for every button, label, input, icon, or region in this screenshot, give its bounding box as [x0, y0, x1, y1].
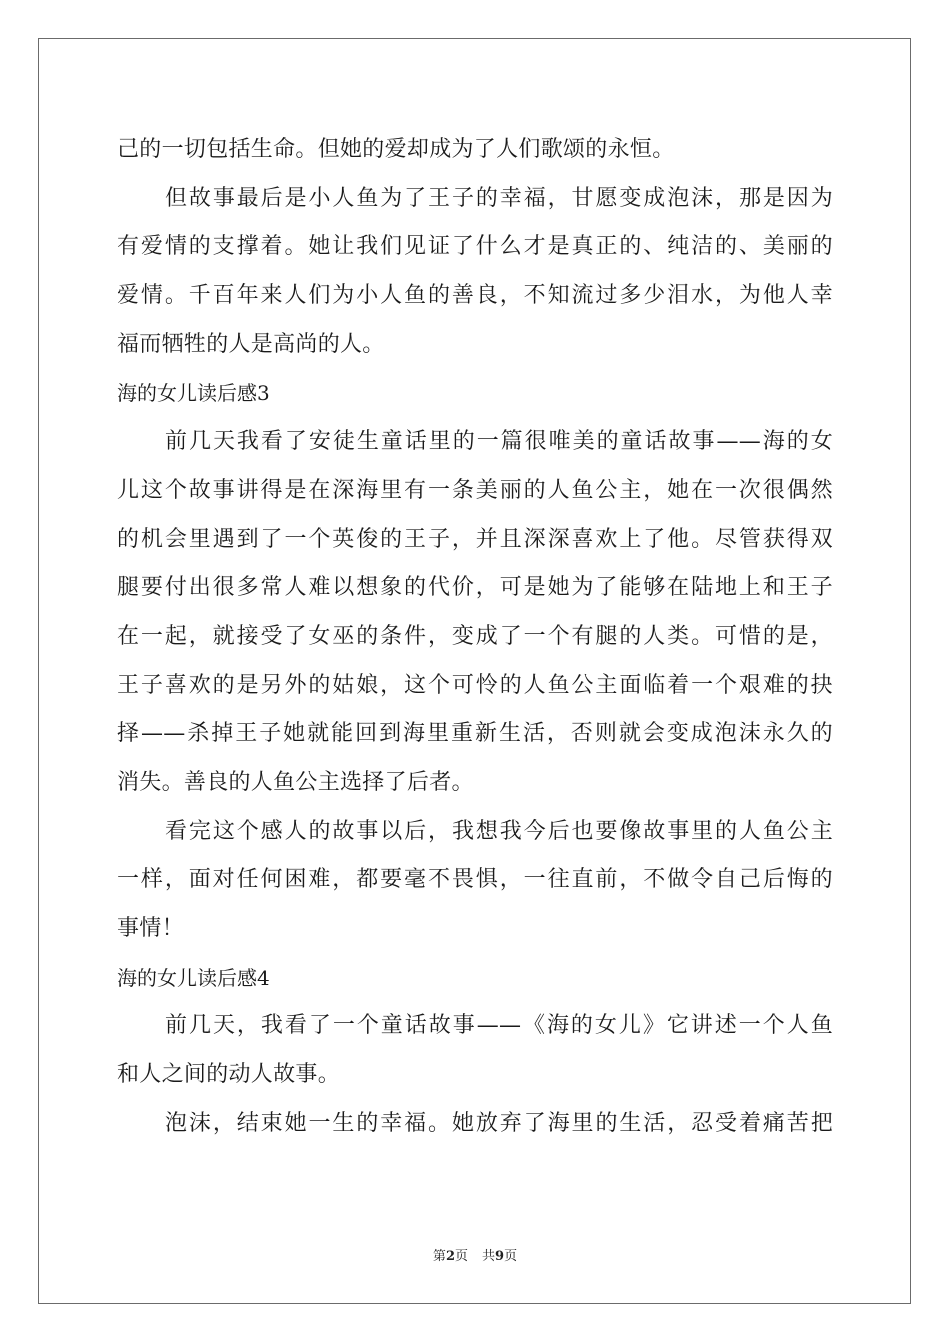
page-footer — [0, 1245, 950, 1264]
text-line: 一样，面对任何困难，都要毫不畏惧，一往直前，不做令自己后悔的 — [117, 867, 833, 893]
text-line: 儿这个故事讲得是在深海里有一条美丽的人鱼公主，她在一次很偶然 — [117, 477, 833, 503]
document-body — [117, 126, 833, 1148]
total-suffix: 页 — [504, 1249, 518, 1264]
text-line: 福而牺牲的人是高尚的人。 — [117, 331, 385, 357]
text-line: 爱情。千百年来人们为小人鱼的善良，不知流过多少泪水，为他人幸 — [117, 283, 833, 309]
text-line: 消失。善良的人鱼公主选择了后者。 — [117, 769, 474, 795]
text-line: 腿要付出很多常人难以想象的代价，可是她为了能够在陆地上和王子 — [117, 575, 833, 601]
section-heading: 海的女儿读后感3 — [117, 381, 270, 406]
text-line: 己的一切包括生命。但她的爱却成为了人们歌颂的永恒。 — [117, 137, 675, 162]
text-line: 前几天我看了安徒生童话里的一篇很唯美的童话故事——海的女 — [165, 429, 833, 455]
text-line: 择——杀掉王子她就能回到海里重新生活，否则就会变成泡沫永久的 — [117, 721, 833, 747]
text-line: 的机会里遇到了一个英俊的王子，并且深深喜欢上了他。尽管获得双 — [117, 526, 833, 552]
total-page-number: 9 — [495, 1249, 505, 1264]
current-page-number: 2 — [445, 1249, 455, 1264]
page-prefix: 第 — [432, 1249, 446, 1264]
text-line: 事情！ — [117, 916, 184, 941]
text-line: 看完这个感人的故事以后，我想我今后也要像故事里的人鱼公主 — [165, 818, 833, 844]
text-line: 泡沫，结束她一生的幸福。她放弃了海里的生活，忍受着痛苦把 — [165, 1110, 833, 1136]
total-prefix: 共 — [482, 1249, 496, 1264]
text-line: 和人之间的动人故事。 — [117, 1062, 341, 1088]
text-line: 但故事最后是小人鱼为了王子的幸福，甘愿变成泡沫，那是因为 — [165, 185, 833, 211]
text-line: 前几天，我看了一个童话故事——《海的女儿》它讲述一个人鱼 — [165, 1013, 833, 1039]
text-line: 在一起，就接受了女巫的条件，变成了一个有腿的人类。可惜的是， — [117, 623, 833, 649]
text-line: 有爱情的支撑着。她让我们见证了什么才是真正的、纯洁的、美丽的 — [117, 234, 833, 260]
text-line: 王子喜欢的是另外的姑娘，这个可怜的人鱼公主面临着一个艰难的抉 — [117, 672, 833, 698]
section-heading: 海的女儿读后感4 — [117, 965, 270, 990]
page-suffix: 页 — [454, 1249, 468, 1264]
